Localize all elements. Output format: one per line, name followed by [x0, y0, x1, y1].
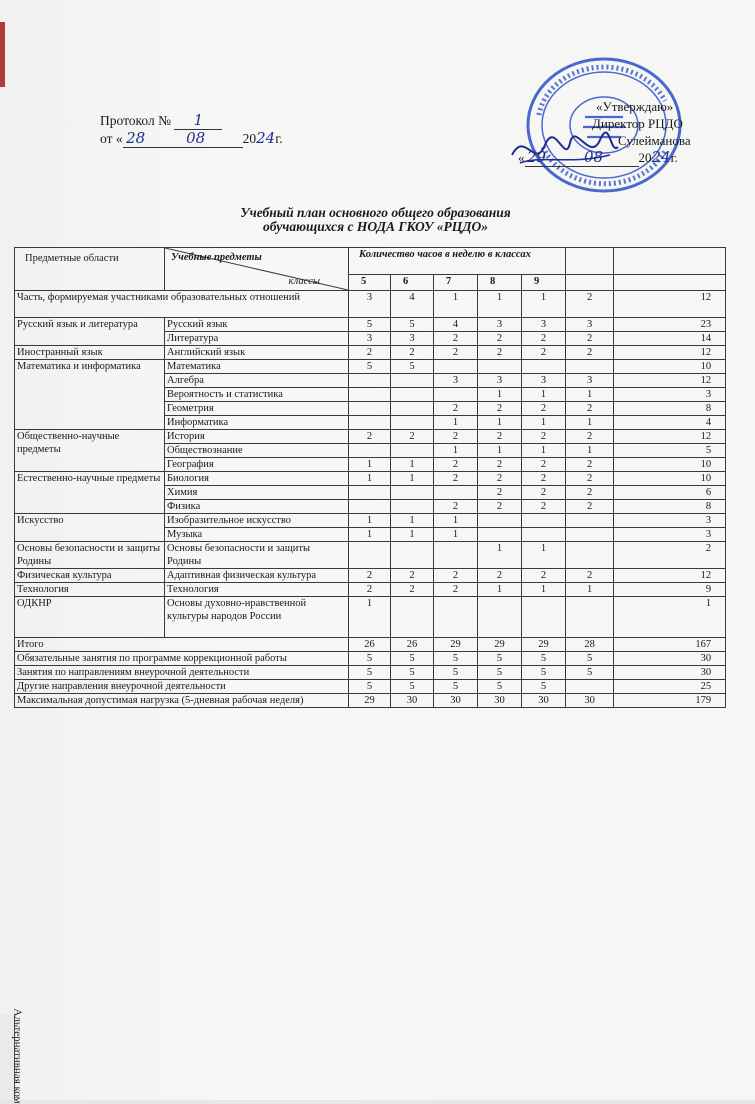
hours-cell	[391, 402, 434, 416]
subject-area: Математика и информатика	[15, 360, 165, 430]
subject-name: Английский язык	[165, 346, 349, 360]
hours-cell	[478, 360, 522, 374]
hours-cell: 2	[391, 569, 434, 583]
hours-cell: 5	[522, 666, 566, 680]
hours-cell: 1	[434, 444, 478, 458]
hours-cell: 2	[434, 346, 478, 360]
hours-cell: 2	[434, 500, 478, 514]
hours-cell: 1	[522, 416, 566, 430]
hours-cell: 1	[522, 583, 566, 597]
footer-row	[15, 694, 726, 708]
hours-cell: 30	[478, 694, 522, 708]
protocol-label: Протокол №	[100, 113, 171, 128]
hours-cell	[522, 360, 566, 374]
grade-6: 6	[391, 275, 434, 291]
total-hours-cell: 30	[614, 666, 726, 680]
hours-cell: 2	[478, 486, 522, 500]
grade-8: 8	[478, 275, 522, 291]
side-strip-text: Альтернативная ком	[11, 1008, 24, 1104]
hours-cell: 5	[349, 680, 391, 694]
hours-cell: 2	[478, 430, 522, 444]
hours-cell: 2	[566, 291, 614, 318]
hours-cell: 2	[434, 583, 478, 597]
hours-cell: 1	[391, 514, 434, 528]
hours-cell: 1	[478, 416, 522, 430]
hours-cell: 1	[566, 416, 614, 430]
hours-cell	[478, 597, 522, 638]
total-hours-cell: 10	[614, 472, 726, 486]
hours-cell: 3	[349, 291, 391, 318]
red-margin-mark	[0, 22, 5, 87]
grade-empty-1	[566, 275, 614, 291]
total-hours-cell: 1	[614, 597, 726, 638]
hours-cell: 5	[478, 680, 522, 694]
approval-position: Директор РЦДО	[592, 116, 683, 131]
hours-cell: 1	[478, 444, 522, 458]
hours-cell: 1	[522, 444, 566, 458]
hours-cell	[391, 416, 434, 430]
protocol-day: 28	[123, 130, 149, 148]
hours-cell: 29	[434, 638, 478, 652]
protocol-number: 1	[174, 112, 222, 130]
protocol-block	[100, 112, 283, 148]
hours-cell: 2	[566, 430, 614, 444]
hours-cell: 1	[434, 514, 478, 528]
hours-cell	[391, 388, 434, 402]
hours-cell: 3	[391, 332, 434, 346]
hours-cell: 2	[349, 346, 391, 360]
hours-cell: 3	[566, 318, 614, 332]
subject-name: Биология	[165, 472, 349, 486]
hours-cell: 5	[434, 666, 478, 680]
hours-cell	[391, 486, 434, 500]
subject-name: Физика	[165, 500, 349, 514]
hours-cell: 2	[391, 430, 434, 444]
total-hours-cell: 23	[614, 318, 726, 332]
hours-cell: 2	[522, 430, 566, 444]
hours-cell: 1	[349, 514, 391, 528]
hours-cell: 2	[522, 486, 566, 500]
hours-cell: 1	[478, 291, 522, 318]
header-row-1	[15, 248, 726, 275]
hours-cell: 1	[522, 291, 566, 318]
total-hours-cell: 4	[614, 416, 726, 430]
curriculum-table	[14, 247, 726, 708]
hours-cell: 5	[566, 652, 614, 666]
header-subjects: Учебные предметы	[171, 252, 262, 263]
hours-cell: 3	[478, 374, 522, 388]
hours-cell: 5	[391, 680, 434, 694]
hours-cell: 30	[391, 694, 434, 708]
approval-date-line	[518, 149, 728, 167]
hours-cell	[566, 528, 614, 542]
hours-cell: 5	[478, 666, 522, 680]
approval-year-end: г.	[670, 150, 678, 165]
footer-row	[15, 652, 726, 666]
total-hours-cell: 179	[614, 694, 726, 708]
hours-cell	[522, 528, 566, 542]
curriculum-table-body	[15, 248, 726, 708]
total-hours-cell: 5	[614, 444, 726, 458]
hours-cell: 30	[434, 694, 478, 708]
hours-cell: 3	[566, 374, 614, 388]
subject-name: История	[165, 430, 349, 444]
hours-cell: 2	[566, 402, 614, 416]
hours-cell: 3	[522, 374, 566, 388]
subject-area: Основы безопасности и защиты Родины	[15, 542, 165, 569]
hours-cell: 30	[522, 694, 566, 708]
hours-cell: 29	[522, 638, 566, 652]
hours-cell	[566, 542, 614, 569]
hours-cell	[434, 597, 478, 638]
subject-name: Русский язык	[165, 318, 349, 332]
hours-cell: 2	[478, 458, 522, 472]
hours-cell: 29	[478, 638, 522, 652]
approval-year-suffix: 24	[651, 148, 671, 166]
hours-cell	[566, 514, 614, 528]
subject-row	[15, 514, 726, 528]
total-hours-cell: 12	[614, 430, 726, 444]
subject-area: Физическая культура	[15, 569, 165, 583]
hours-cell: 1	[391, 528, 434, 542]
total-hours-cell: 9	[614, 583, 726, 597]
subject-row	[15, 569, 726, 583]
hours-cell	[434, 388, 478, 402]
hours-cell: 2	[566, 486, 614, 500]
hours-cell: 2	[478, 402, 522, 416]
hours-cell: 2	[522, 332, 566, 346]
subject-name: География	[165, 458, 349, 472]
hours-cell: 5	[522, 680, 566, 694]
protocol-number-line	[100, 112, 283, 130]
total-hours-cell: 12	[614, 291, 726, 318]
hours-cell: 2	[349, 583, 391, 597]
hours-cell: 5	[522, 652, 566, 666]
approval-date-prefix: «	[518, 150, 525, 165]
document-title-line1: Учебный план основного общего образования	[240, 205, 511, 220]
total-hours-cell: 30	[614, 652, 726, 666]
header-classes: классы	[288, 276, 320, 287]
hours-cell: 1	[349, 472, 391, 486]
hours-cell	[391, 374, 434, 388]
subject-name: Геометрия	[165, 402, 349, 416]
hours-cell: 2	[522, 500, 566, 514]
hours-cell	[349, 416, 391, 430]
hours-cell	[349, 486, 391, 500]
subject-name: Вероятность и статистика	[165, 388, 349, 402]
hours-cell: 1	[566, 444, 614, 458]
hours-cell	[566, 680, 614, 694]
formed-part-row	[15, 291, 726, 318]
subject-row	[15, 472, 726, 486]
subject-area: Естественно-научные предметы	[15, 472, 165, 514]
approval-name: Сулейманова	[618, 133, 691, 148]
subject-name: Алгебра	[165, 374, 349, 388]
hours-cell: 1	[478, 542, 522, 569]
total-hours-cell: 25	[614, 680, 726, 694]
hours-cell: 2	[522, 472, 566, 486]
hours-cell	[434, 360, 478, 374]
hours-cell: 2	[478, 472, 522, 486]
hours-cell: 5	[349, 652, 391, 666]
hours-cell: 2	[434, 569, 478, 583]
hours-cell: 2	[566, 332, 614, 346]
hours-cell: 1	[391, 458, 434, 472]
hours-cell: 2	[566, 569, 614, 583]
hours-cell	[434, 486, 478, 500]
hours-cell: 1	[434, 291, 478, 318]
hours-cell	[566, 597, 614, 638]
hours-cell: 2	[434, 472, 478, 486]
footer-row	[15, 666, 726, 680]
hours-cell: 30	[566, 694, 614, 708]
subject-name: Основы духовно-нравственной культуры народов России	[165, 597, 349, 638]
hours-cell: 2	[478, 500, 522, 514]
hours-cell	[434, 542, 478, 569]
hours-cell: 2	[522, 402, 566, 416]
hours-cell	[349, 388, 391, 402]
total-hours-cell: 6	[614, 486, 726, 500]
subject-row	[15, 542, 726, 569]
protocol-year-end: г.	[275, 131, 283, 146]
subject-name: Музыка	[165, 528, 349, 542]
hours-cell	[522, 597, 566, 638]
hours-cell: 2	[566, 458, 614, 472]
grade-7: 7	[434, 275, 478, 291]
hours-cell: 5	[478, 652, 522, 666]
subject-row	[15, 430, 726, 444]
grade-empty-2	[614, 275, 726, 291]
document-title-line2: обучающихся с НОДА ГКОУ «РЦДО»	[263, 219, 488, 234]
total-hours-cell: 12	[614, 374, 726, 388]
subject-row	[15, 346, 726, 360]
hours-cell: 1	[349, 528, 391, 542]
subject-name: Адаптивная физическая культура	[165, 569, 349, 583]
hours-cell: 5	[349, 360, 391, 374]
hours-cell: 3	[434, 374, 478, 388]
hours-cell: 2	[434, 402, 478, 416]
hours-cell: 5	[391, 360, 434, 374]
total-hours-cell: 12	[614, 346, 726, 360]
side-strip	[0, 1008, 24, 1104]
hours-cell: 28	[566, 638, 614, 652]
header-areas: Предметные области	[15, 248, 165, 291]
hours-cell: 2	[566, 346, 614, 360]
subject-name: Математика	[165, 360, 349, 374]
subject-area: Общественно-научные предметы	[15, 430, 165, 472]
subject-row	[15, 318, 726, 332]
subject-name: Химия	[165, 486, 349, 500]
hours-cell: 5	[391, 318, 434, 332]
hours-cell: 1	[349, 597, 391, 638]
footer-row	[15, 680, 726, 694]
hours-cell	[478, 514, 522, 528]
hours-cell: 1	[522, 542, 566, 569]
hours-cell	[391, 542, 434, 569]
hours-cell: 26	[349, 638, 391, 652]
protocol-year-prefix: 20	[242, 131, 257, 146]
subject-row	[15, 597, 726, 638]
hours-cell: 2	[434, 458, 478, 472]
hours-cell: 4	[434, 318, 478, 332]
subject-name: Обществознание	[165, 444, 349, 458]
total-hours-cell: 10	[614, 360, 726, 374]
hours-cell: 5	[566, 666, 614, 680]
hours-cell: 2	[522, 346, 566, 360]
total-hours-cell: 167	[614, 638, 726, 652]
hours-cell	[349, 542, 391, 569]
total-label: Итого	[15, 638, 349, 652]
hours-cell: 2	[391, 346, 434, 360]
hours-cell: 29	[349, 694, 391, 708]
approval-heading: «Утверждаю»	[596, 99, 674, 114]
hours-cell: 2	[434, 430, 478, 444]
hours-cell: 5	[391, 652, 434, 666]
hours-cell	[349, 374, 391, 388]
subject-area: Технология	[15, 583, 165, 597]
subject-area: Искусство	[15, 514, 165, 542]
subject-area: ОДКНР	[15, 597, 165, 638]
hours-cell: 5	[349, 318, 391, 332]
hours-cell: 2	[391, 583, 434, 597]
hours-cell	[349, 500, 391, 514]
hours-cell	[391, 597, 434, 638]
hours-cell	[478, 528, 522, 542]
total-hours-cell: 8	[614, 402, 726, 416]
approval-block	[518, 98, 728, 167]
footer-label: Максимальная допустимая нагрузка (5-дневная рабочая неделя)	[15, 694, 349, 708]
hours-cell: 1	[522, 388, 566, 402]
hours-cell: 2	[478, 569, 522, 583]
hours-cell: 1	[478, 388, 522, 402]
hours-cell	[522, 514, 566, 528]
total-hours-cell: 14	[614, 332, 726, 346]
footer-label: Другие направления внеурочной деятельности	[15, 680, 349, 694]
hours-cell: 2	[349, 430, 391, 444]
header-empty-1	[566, 248, 614, 275]
total-hours-cell: 2	[614, 542, 726, 569]
subject-name: Изобразительное искусство	[165, 514, 349, 528]
hours-cell: 1	[349, 458, 391, 472]
hours-cell: 1	[566, 583, 614, 597]
approval-day: 29	[525, 149, 549, 167]
hours-cell: 5	[434, 652, 478, 666]
hours-cell: 1	[566, 388, 614, 402]
subject-area: Иностранный язык	[15, 346, 165, 360]
formed-part-label: Часть, формируемая участниками образовательных отношений	[15, 291, 349, 318]
protocol-month: 08	[149, 130, 243, 148]
hours-cell: 1	[478, 583, 522, 597]
hours-cell: 5	[391, 666, 434, 680]
hours-cell: 3	[522, 318, 566, 332]
total-row	[15, 638, 726, 652]
subject-name: Технология	[165, 583, 349, 597]
hours-cell: 2	[566, 500, 614, 514]
hours-cell: 2	[522, 458, 566, 472]
header-empty-2	[614, 248, 726, 275]
grade-9: 9	[522, 275, 566, 291]
header-subjects-diagonal	[165, 248, 349, 291]
total-hours-cell: 10	[614, 458, 726, 472]
hours-cell: 2	[478, 346, 522, 360]
hours-cell: 5	[434, 680, 478, 694]
total-hours-cell: 8	[614, 500, 726, 514]
hours-cell: 1	[391, 472, 434, 486]
hours-cell: 4	[391, 291, 434, 318]
header-hours: Количество часов в неделю в классах	[349, 248, 566, 275]
grade-5: 5	[349, 275, 391, 291]
hours-cell	[349, 402, 391, 416]
subject-name: Основы безопасности и защиты Родины	[165, 542, 349, 569]
protocol-date-line	[100, 130, 283, 148]
hours-cell: 3	[478, 318, 522, 332]
hours-cell: 1	[434, 528, 478, 542]
total-hours-cell: 3	[614, 388, 726, 402]
hours-cell: 2	[349, 569, 391, 583]
hours-cell: 5	[349, 666, 391, 680]
hours-cell: 26	[391, 638, 434, 652]
protocol-year-suffix: 24	[256, 129, 276, 147]
hours-cell	[391, 444, 434, 458]
footer-label: Обязательные занятия по программе коррекционной работы	[15, 652, 349, 666]
approval-year-prefix: 20	[638, 150, 652, 165]
subject-row	[15, 360, 726, 374]
hours-cell: 3	[349, 332, 391, 346]
protocol-date-prefix: от «	[100, 131, 123, 146]
hours-cell: 2	[478, 332, 522, 346]
total-hours-cell: 12	[614, 569, 726, 583]
footer-label: Занятия по направлениям внеурочной деятельности	[15, 666, 349, 680]
hours-cell: 2	[434, 332, 478, 346]
total-hours-cell: 3	[614, 514, 726, 528]
subject-name: Литература	[165, 332, 349, 346]
approval-month: 08	[549, 149, 639, 167]
hours-cell: 2	[566, 472, 614, 486]
hours-cell	[391, 500, 434, 514]
hours-cell: 2	[522, 569, 566, 583]
total-hours-cell: 3	[614, 528, 726, 542]
hours-cell: 1	[434, 416, 478, 430]
hours-cell	[349, 444, 391, 458]
subject-row	[15, 583, 726, 597]
hours-cell	[566, 360, 614, 374]
subject-name: Информатика	[165, 416, 349, 430]
subject-area: Русский язык и литература	[15, 318, 165, 346]
